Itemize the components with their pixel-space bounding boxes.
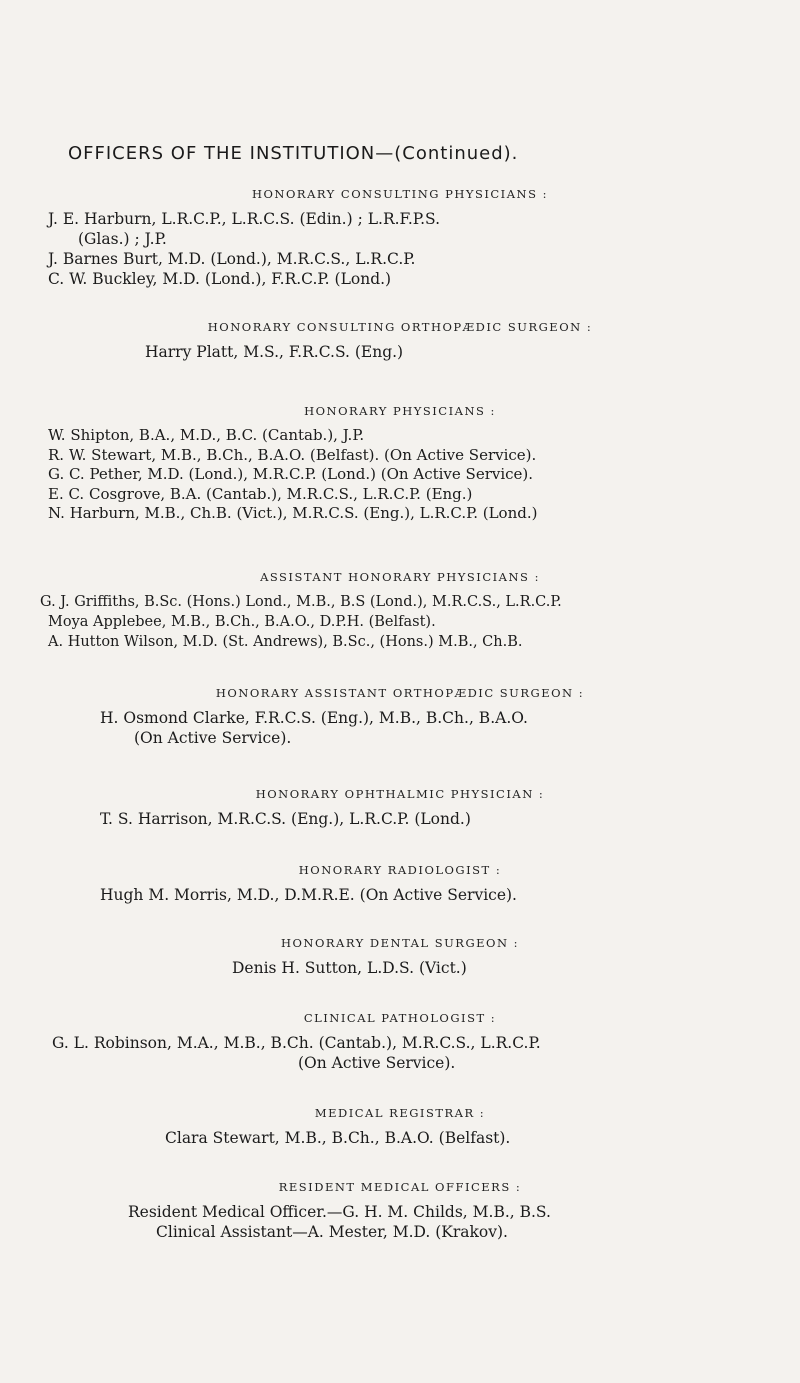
section-heading: HONORARY RADIOLOGIST : [298,863,502,877]
entry-line: C. W. Buckley, M.D. (Lond.), F.R.C.P. (Lond.) [48,270,392,288]
entry-line: R. W. Stewart, M.B., B.Ch., B.A.O. (Belfast). (On Active Service). [48,445,537,464]
section-heading: HONORARY CONSULTING ORTHOPÆDIC SURGEON : [207,320,593,334]
entry-line: (On Active Service). [298,1054,456,1072]
section-dental-surgeon [0,936,800,978]
section-heading: CLINICAL PATHOLOGIST : [303,1011,497,1025]
entry-line: G. L. Robinson, M.A., M.B., B.Ch. (Cantab.), M.R.C.S., L.R.C.P. [52,1034,541,1052]
section-consulting-physicians [0,187,800,289]
entry-line: H. Osmond Clarke, F.R.C.S. (Eng.), M.B., B.Ch., B.A.O. [100,709,528,727]
section-assistant-orthopaedic-surgeon [0,686,800,748]
entry-line: Moya Applebee, M.B., B.Ch., B.A.O., D.P.H. (Belfast). [48,614,436,630]
section-consulting-orthopaedic-surgeon [0,320,800,362]
section-heading: HONORARY OPHTHALMIC PHYSICIAN : [255,787,545,801]
entry-line: N. Harburn, M.B., Ch.B. (Vict.), M.R.C.S. (Eng.), L.R.C.P. (Lond.) [48,504,538,522]
entry-line: G. J. Griffiths, B.Sc. (Hons.) Lond., M.B., B.S (Lond.), M.R.C.S., L.R.C.P. [40,594,562,610]
section-heading: HONORARY PHYSICIANS : [304,404,496,418]
entry-line: A. Hutton Wilson, M.D. (St. Andrews), B.Sc., (Hons.) M.B., Ch.B. [48,634,523,650]
section-heading: HONORARY CONSULTING PHYSICIANS : [251,187,549,201]
entry-line: Resident Medical Officer.—G. H. M. Childs, M.B., B.S. [128,1203,551,1221]
section-heading: RESIDENT MEDICAL OFFICERS : [278,1180,522,1194]
section-medical-registrar [0,1106,800,1148]
section-heading: ASSISTANT HONORARY PHYSICIANS : [260,570,540,584]
entry-line: W. Shipton, B.A., M.D., B.C. (Cantab.), J.P. [48,426,365,444]
entry-line: (Glas.) ; J.P. [78,230,167,248]
section-resident-medical-officers [0,1180,800,1242]
section-heading: HONORARY ASSISTANT ORTHOPÆDIC SURGEON : [215,686,585,700]
section-heading: MEDICAL REGISTRAR : [314,1106,486,1120]
section-clinical-pathologist [0,1011,800,1073]
entry-line: Denis H. Sutton, L.D.S. (Vict.) [232,959,467,977]
entry-line: Clara Stewart, M.B., B.Ch., B.A.O. (Belfast). [165,1129,511,1147]
section-radiologist [0,863,800,905]
page-title: OFFICERS OF THE INSTITUTION—(Continued). [68,143,519,164]
entry-line: Harry Platt, M.S., F.R.C.S. (Eng.) [145,343,404,361]
entry-line: Hugh M. Morris, M.D., D.M.R.E. (On Active Service). [100,886,517,904]
entry-line: J. E. Harburn, L.R.C.P., L.R.C.S. (Edin.) ; L.R.F.P.S. [48,210,441,228]
entry-line: E. C. Cosgrove, B.A. (Cantab.), M.R.C.S., L.R.C.P. (Eng.) [48,484,473,503]
entry-line: G. C. Pether, M.D. (Lond.), M.R.C.P. (Lond.) (On Active Service). [48,465,534,483]
section-assistant-physicians [0,570,800,652]
section-physicians [0,404,800,524]
entry-line: T. S. Harrison, M.R.C.S. (Eng.), L.R.C.P. (Lond.) [100,810,471,828]
entry-line: Clinical Assistant—A. Mester, M.D. (Krakov). [156,1223,508,1241]
entry-line: (On Active Service). [134,729,292,747]
section-ophthalmic-physician [0,787,800,829]
section-heading: HONORARY DENTAL SURGEON : [280,936,520,950]
entry-line: J. Barnes Burt, M.D. (Lond.), M.R.C.S., L.R.C.P. [48,250,416,268]
